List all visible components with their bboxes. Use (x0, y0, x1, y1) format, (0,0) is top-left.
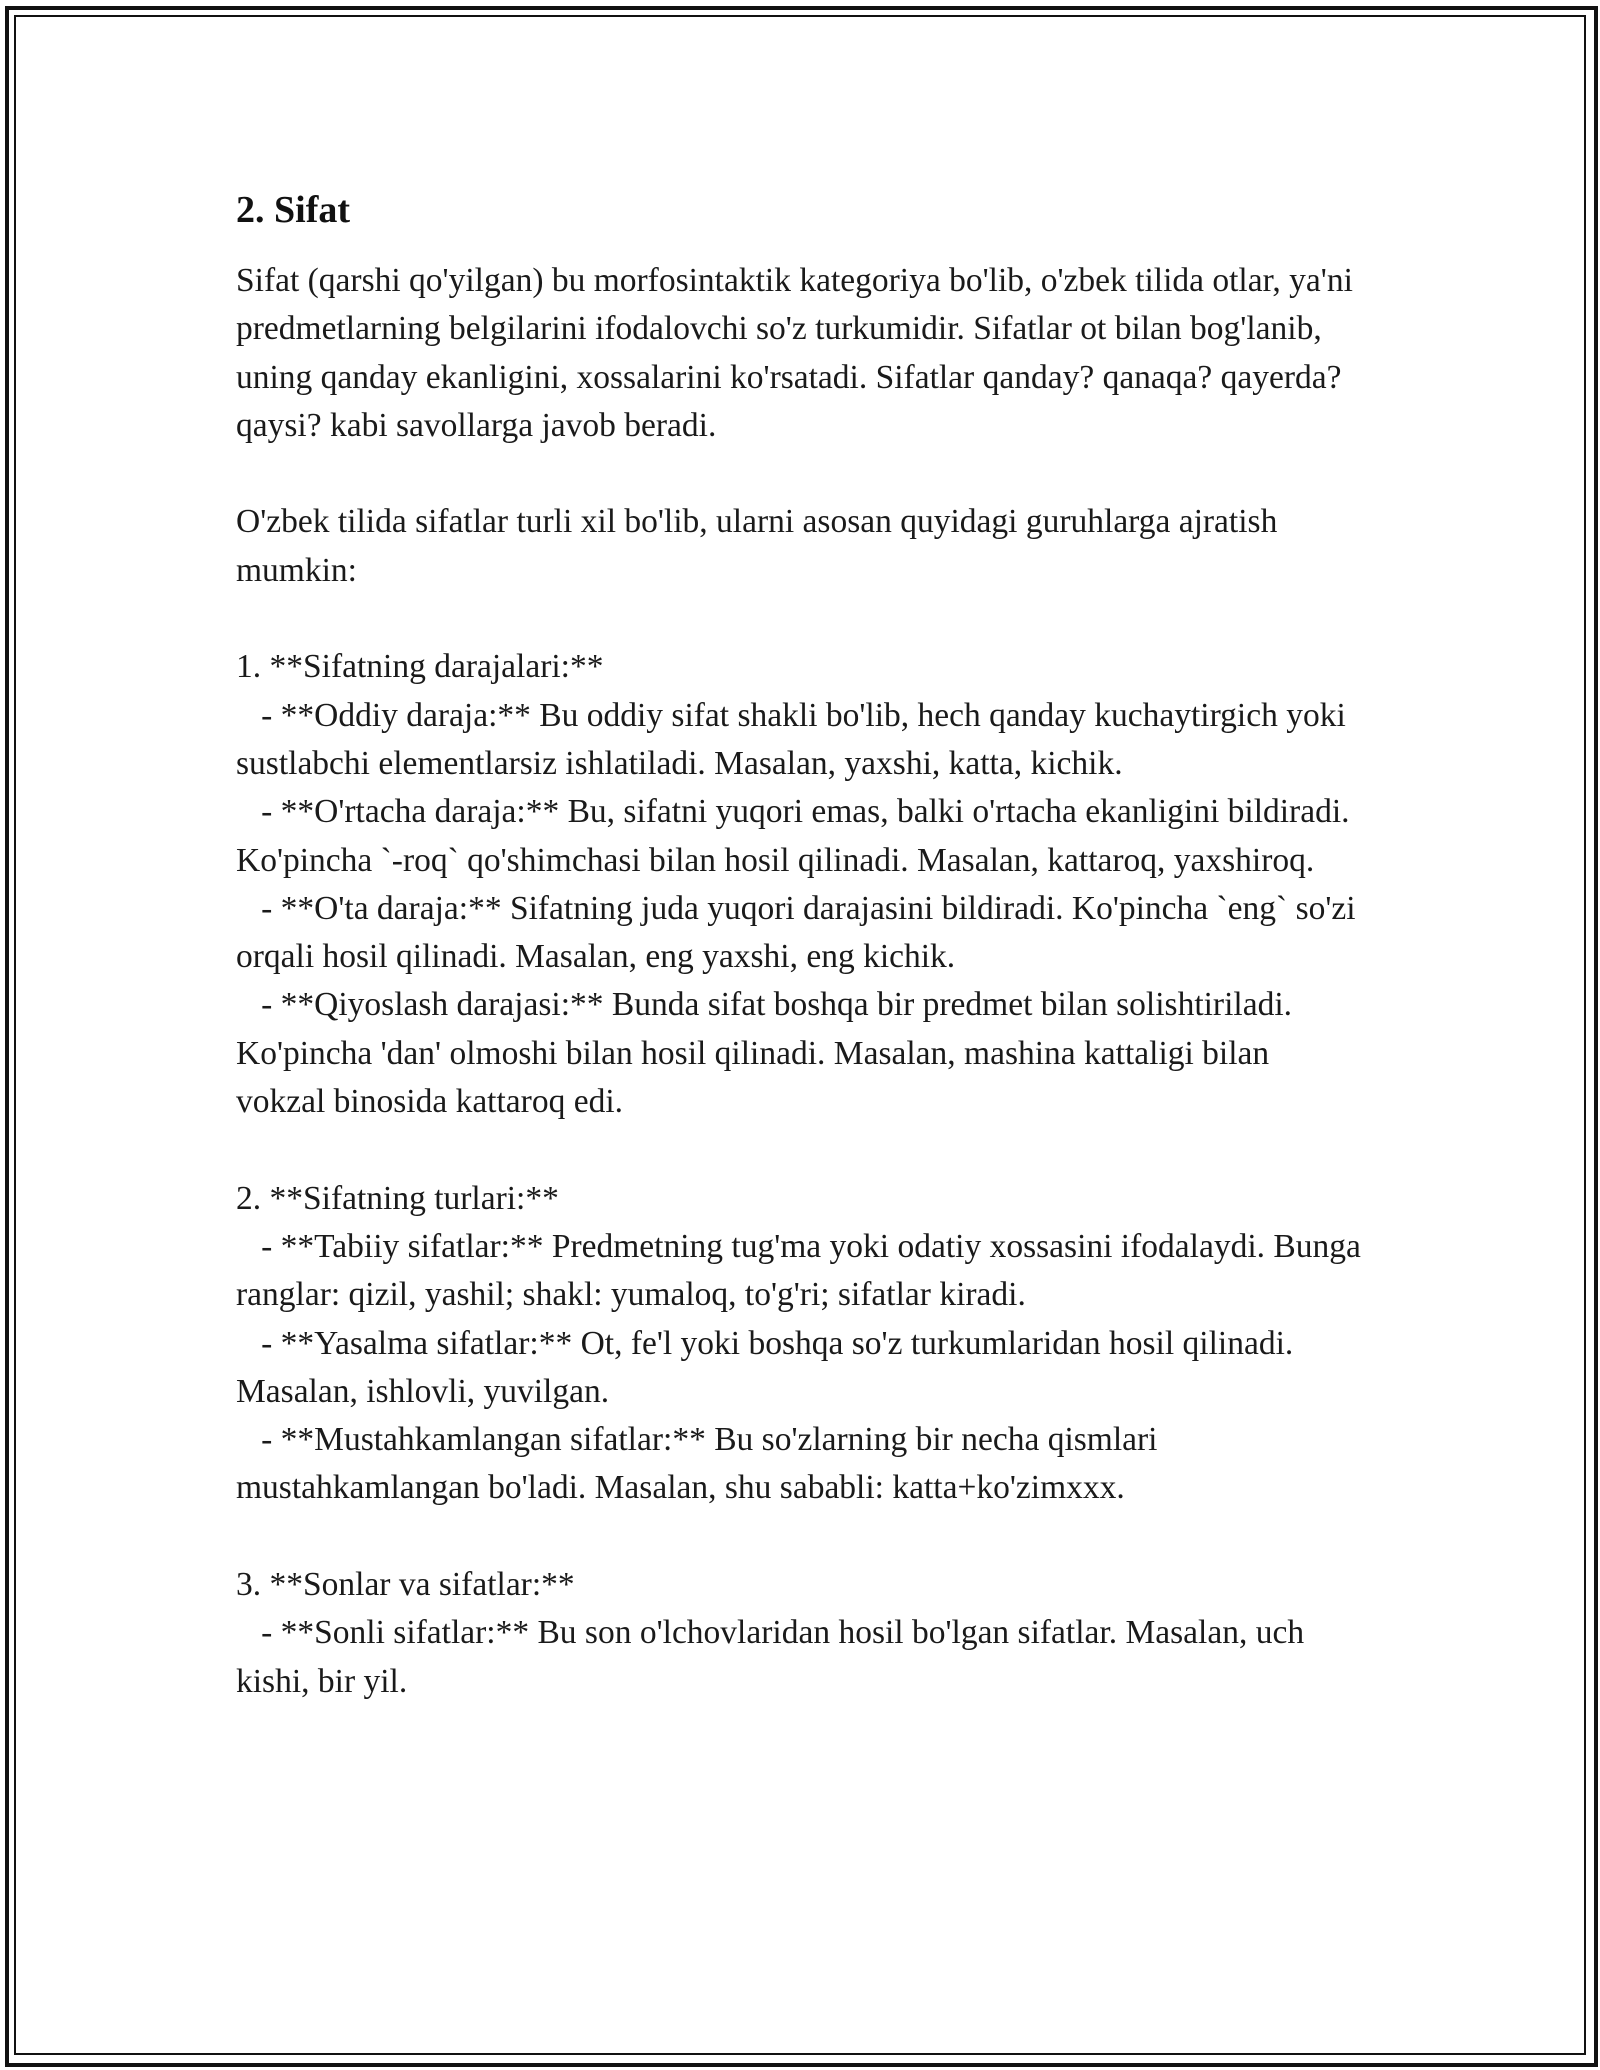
list-item-compound-adjectives: - **Mustahkamlangan sifatlar:** Bu so'zlarning bir necha qismlari mustahkamlangan bo'ladi. Masalan, shu sababli: katta+ko'zimxxx. (236, 1421, 1166, 1507)
document-body (236, 185, 1370, 1706)
section-heading: 2. Sifat (236, 189, 350, 231)
paragraph-gap (236, 450, 1366, 498)
list-item-superlative-degree: - **O'ta daraja:** Sifatning juda yuqori darajasini bildiradi. Ko'pincha `eng` so'zi orqali hosil qilinadi. Masalan, eng yaxshi, eng kichik. (236, 889, 1364, 976)
paragraph-gap (236, 1513, 1366, 1561)
list-title-types: 2. **Sifatning turlari:** (236, 1179, 559, 1217)
list-item-medium-degree: - **O'rtacha daraja:** Bu, sifatni yuqori emas, balki o'rtacha ekanligini bildiradi. Ko'pincha `-roq` qo'shimchasi bilan hosil qilinadi. Masalan, kattaroq, yaxshiroq. (236, 793, 1358, 879)
list-title-numbers: 3. **Sonlar va sifatlar:** (236, 1566, 575, 1604)
groups-intro-paragraph: O'zbek tilida sifatlar turli xil bo'lib, ularni asosan quyidagi guruhlarga ajratish mumkin: (236, 503, 1286, 589)
list-item-derived-adjectives: - **Yasalma sifatlar:** Ot, fe'l yoki boshqa so'z turkumlaridan hosil qilinadi. Masalan, ishlovli, yuvilgan. (236, 1324, 1302, 1410)
list-title-degrees: 1. **Sifatning darajalari:** (236, 648, 604, 686)
list-item-comparative-degree: - **Qiyoslash darajasi:** Bunda sifat boshqa bir predmet bilan solishtiriladi. Ko'pincha 'dan' olmoshi bilan hosil qilinadi. Masalan, mashina kattaligi bilan vokzal binosida kattaroq edi. (236, 986, 1301, 1121)
list-item-simple-degree: - **Oddiy daraja:** Bu oddiy sifat shakli bo'lib, hech qanday kuchaytirgich yoki sustlabchi elementlarsiz ishlatiladi. Masalan, yaxshi, katta, kichik. (236, 696, 1355, 782)
paragraph-gap (236, 1126, 1366, 1174)
paragraph-gap (236, 595, 1366, 643)
list-item-numeric-adjectives: - **Sonli sifatlar:** Bu son o'lchovlaridan hosil bo'lgan sifatlar. Masalan, uch kishi, bir yil. (236, 1614, 1313, 1700)
intro-paragraph: Sifat (qarshi qo'yilgan) bu morfosintaktik kategoriya bo'lib, o'zbek tilida otlar, ya'ni predmetlarning belgilarini ifodalovchi so'z turkumidir. Sifatlar ot bilan bog'lanib, uning qanday ekanligini, xossalarini ko'rsatadi. Sifatlar qanday? qanaqa? qayerda? qaysi? kabi savollarga javob beradi. (236, 262, 1362, 444)
list-item-natural-adjectives: - **Tabiiy sifatlar:** Predmetning tug'ma yoki odatiy xossasini ifodalaydi. Bunga ranglar: qizil, yashil; shakl: yumaloq, to'g'ri; sifatlar kiradi. (236, 1227, 1370, 1314)
